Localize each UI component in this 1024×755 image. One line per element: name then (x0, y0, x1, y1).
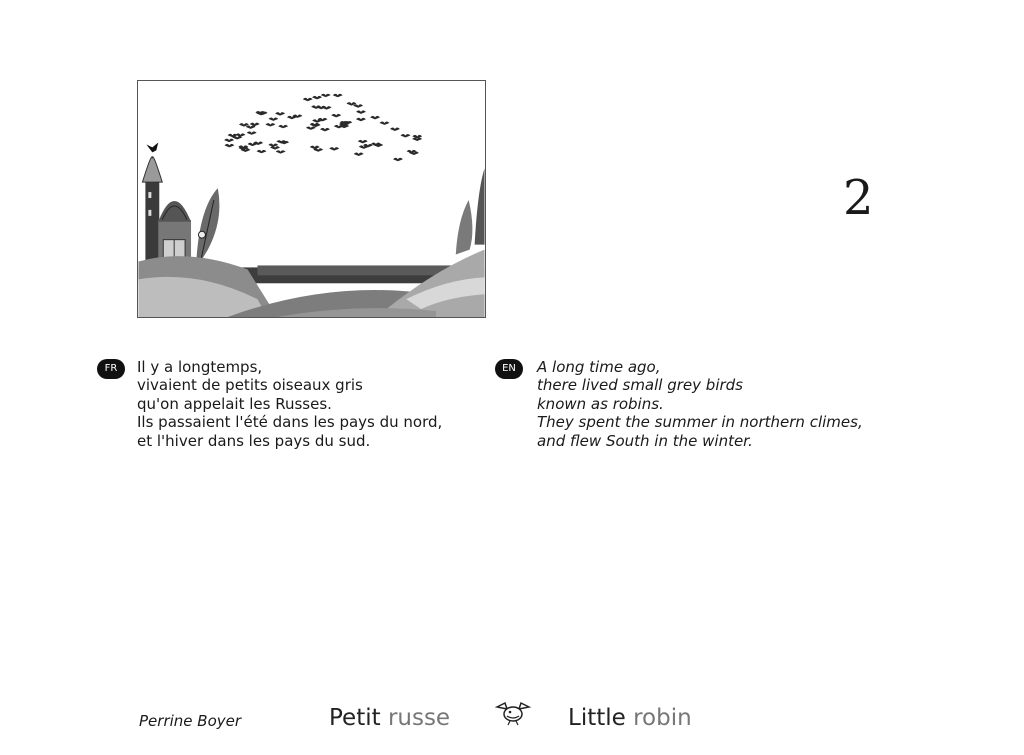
french-line: Ils passaient l'été dans les pays du nord, (137, 413, 443, 432)
french-line: vivaient de petits oiseaux gris (137, 376, 363, 395)
french-line: Il y a longtemps, (137, 358, 263, 376)
english-line: They spent the summer in northern climes, (537, 413, 863, 432)
author-name: Perrine Boyer (139, 712, 242, 730)
page-number: 2 (843, 170, 874, 226)
english-line: and flew South in the winter. (537, 431, 753, 450)
book-title-en-part2: robin (633, 705, 692, 731)
book-title-fr (329, 704, 450, 732)
french-line: et l'hiver dans les pays du sud. (137, 431, 371, 450)
book-title-fr-part2: russe (387, 705, 451, 731)
french-line: qu'on appelait les Russes. (137, 394, 332, 413)
robin-bird-icon (493, 699, 533, 727)
book-title-en (568, 704, 692, 732)
story-illustration (137, 80, 486, 318)
english-line: A long time ago, (537, 358, 661, 376)
book-title-en-part1: Little (568, 705, 634, 731)
english-text (537, 358, 863, 450)
language-badge-en: EN (495, 359, 523, 379)
french-text (137, 358, 442, 450)
english-line: known as robins. (537, 394, 664, 413)
book-title-fr-part1: Petit (329, 705, 388, 731)
english-line: there lived small grey birds (537, 376, 743, 395)
language-badge-fr: FR (97, 359, 125, 379)
